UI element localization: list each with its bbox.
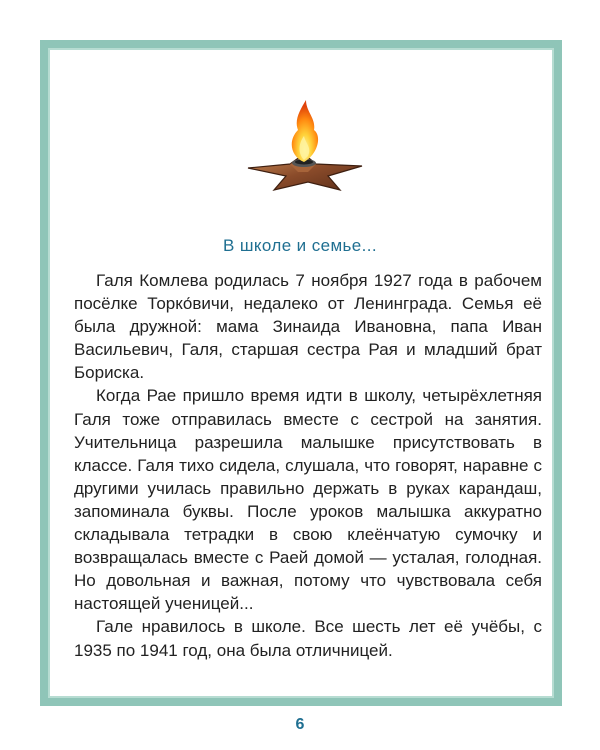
paragraph: Галя Комлева родилась 7 ноября 1927 года в рабочем посёлке Торко́вичи, недалеко от Ленинграда. Семья её была дружной: мама Зинаида Ивановна, папа Иван Васильевич, Галя, старшая сестра Рая и младший брат Бориска.	[74, 271, 542, 383]
body-text	[74, 269, 542, 662]
page-number: 6	[295, 716, 305, 733]
paragraph: Гале нравилось в школе. Все шесть лет её учёбы, с 1935 по 1941 год, она была отличницей.	[74, 617, 542, 660]
paragraph: Когда Рае пришло время идти в школу, четырёхлетняя Галя тоже отправилась вместе с сестрой на занятия. Учительница разрешила малышке присутствовать в классе. Галя тихо сидела, слушала, что говорят, наравне с другими училась правильно держать в руках карандаш, запоминала буквы. После уроков малышка аккуратно складывала тетрадки в свою клеёнчатую сумочку и возвращалась вместе с Раей домой — усталая, голодная. Но довольная и важная, потому что чувствовала себя настоящей ученицей...	[74, 386, 542, 614]
section-title: В школе и семье...	[222, 236, 378, 255]
eternal-flame-star-icon	[244, 96, 368, 192]
